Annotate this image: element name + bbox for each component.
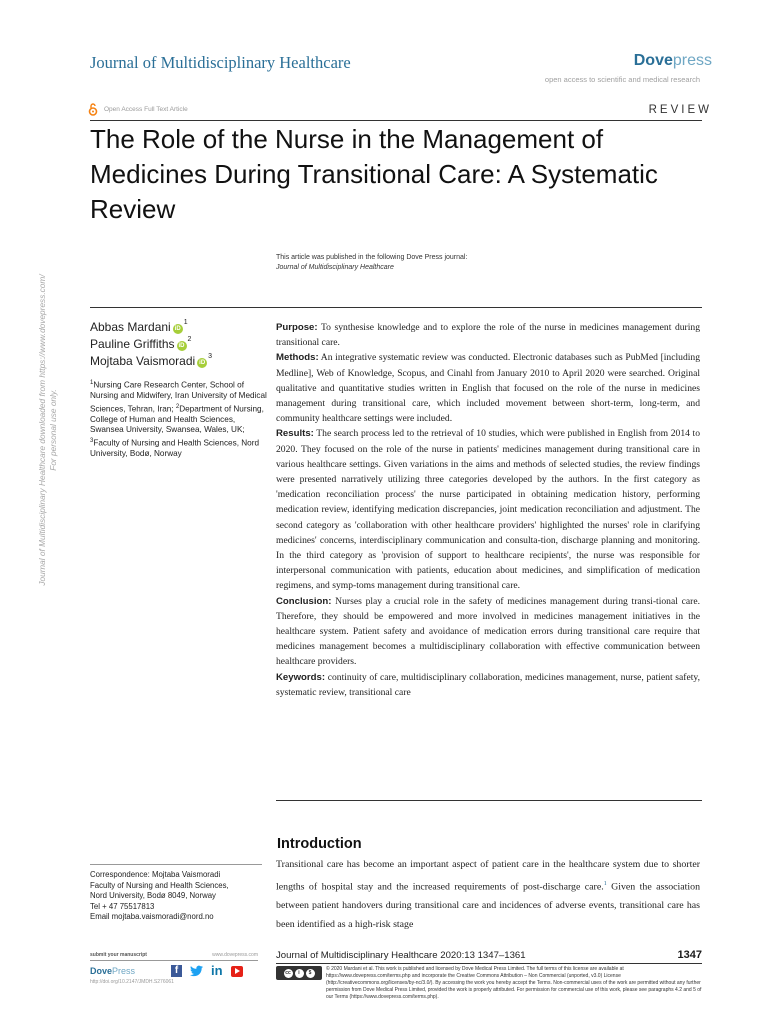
abstract-methods — [276, 350, 700, 426]
corr-line: Correspondence: Mojtaba Vaismoradi — [90, 870, 221, 879]
affiliation-number: 1 — [90, 380, 94, 386]
brand-light: press — [672, 52, 712, 69]
footer-journal-citation: Journal of Multidisciplinary Healthcare 2020:13 1347–1361 — [276, 950, 526, 961]
conclusion-text: Nurses play a crucial role in the safety of medicines management during transi-tional care. Therefore, they should be empowered and more involved in medicines management initiatives in the healthcare system. Patient safety and avoidance of medication errors during transitional care require that medicines management becomes a multidisciplinary collaboration with effective communication between healthcare providers. — [276, 595, 700, 668]
pub-note-journal[interactable]: Journal of Multidisciplinary Healthcare — [276, 264, 394, 271]
facebook-icon[interactable]: f — [171, 965, 182, 977]
corr-line: Nord University, Bodø 8049, Norway — [90, 891, 216, 901]
methods-label: Methods: — [276, 352, 319, 364]
author-name: Mojtaba Vaismoradi — [90, 354, 196, 368]
watermark-line: For personal use only. — [48, 389, 58, 471]
title-line: Review — [90, 194, 176, 224]
submit-manuscript-link[interactable] — [90, 952, 258, 961]
intro-paragraph: Given the association between patient handovers during transitional care and incidences of adverse events, transitional care has been identified as a high-risk stage — [276, 881, 701, 930]
corr-line: Tel + 47 75517813 — [90, 901, 155, 911]
results-label: Results: — [276, 428, 314, 440]
abstract-bottom-rule — [276, 800, 702, 801]
affiliations — [90, 378, 270, 459]
intro-paragraph: Transitional care has become an important aspect of patient care in the healthcare system due to shorter lengths of hospital stay and the increased requirements of post-discharge care. — [276, 859, 700, 893]
affiliation-text: Faculty of Nursing and Health Sciences, Nord University, Bodø, Norway — [90, 438, 259, 458]
open-access-icon — [88, 103, 98, 116]
pub-note-text: This article was published in the following Dove Press journal: — [276, 254, 468, 261]
methods-text: An integrative systematic review was conducted. Electronic databases such as PubMed [including Medline], Web of Knowledge, Scopus, and Cinahl from January 2010 to April 2020 were searched. Original qualitative and quantitative studies written in English that focused on the role of the nurse in medicines management during transitional care, which included movement between short-term, long-term, and community healthcare settings were included. — [276, 352, 700, 425]
brand-tagline: open access to scientific and medical research — [544, 75, 700, 84]
orcid-icon[interactable]: iD — [199, 359, 206, 366]
abstract-purpose — [276, 320, 700, 350]
corr-line: Faculty of Nursing and Health Sciences, — [90, 880, 229, 890]
title-line: Medicines During Transitional Care: A Systematic — [90, 159, 658, 189]
abstract-top-rule — [90, 307, 702, 308]
author-name: Abbas Mardani — [90, 320, 171, 334]
results-text: The search process led to the retrieval of 10 studies, which were published in English from 2014 to 2020. They focused on the role of the nurse in patients' medicines management during transitional care in various healthcare settings. Given variations in the aims and methods of selected studies, the review findings were presented narratively utilizing three categories developed by the authors. In the first category as 'medication reconciliation process' the nurse participated in obtaining medication history, performing medication review, identifying medication discrepancies, joint medication reconciliation and adjustment. The second category as 'collaboration with other healthcare providers' highlighted the nurses' role in clarifying medicines' concerns, interdisciplinary communication and consulta-tion, discharge planning and monitoring. In the third category as 'provision of support to healthcare recipients', the nurse was responsible for interpersonal communication with patients, education about medicines, and simplification of medication regimens, and symp-toms management during transitional care. — [276, 428, 700, 592]
affiliation-ref[interactable]: 1 — [183, 319, 188, 326]
author-list — [90, 319, 212, 370]
orcid-icon[interactable]: iD — [178, 342, 185, 349]
affiliation-text: Nursing Care Research Center, School of Nursing and Midwifery, Iran University of Medical Sciences, Tehran, Iran; — [90, 380, 267, 414]
introduction-text — [276, 856, 700, 934]
youtube-icon[interactable] — [231, 966, 243, 977]
twitter-icon[interactable] — [190, 965, 203, 977]
corr-email[interactable]: Email mojtaba.vaismoradi@nord.no — [90, 912, 214, 922]
affiliation-text: Department of Nursing, College of Human and Health Sciences, Swansea University, Swansea, Wales, UK; — [90, 404, 264, 435]
footer-brand-block — [90, 952, 258, 985]
brand-bold: Dove — [633, 52, 673, 69]
submit-label[interactable]: submit your manuscript — [90, 952, 147, 958]
affiliation-ref[interactable]: 3 — [208, 353, 213, 360]
footer-brand-row — [90, 965, 258, 977]
doi-link[interactable]: http://doi.org/10.2147/JMDH.S276061 — [90, 979, 174, 985]
reference-link[interactable]: 1 — [603, 880, 607, 887]
linkedin-icon[interactable]: in — [211, 963, 223, 978]
page-number: 1347 — [677, 949, 702, 961]
submit-url[interactable]: www.dovepress.com — [212, 952, 258, 958]
footer-dovepress-logo[interactable] — [90, 966, 135, 976]
dovepress-logo[interactable] — [634, 52, 712, 70]
keywords-text: continuity of care, multidisciplinary collaboration, medicines management, nurse, patient safety, systematic review, transitional care — [276, 671, 700, 698]
open-access-label — [88, 103, 188, 116]
abstract-keywords — [276, 670, 700, 700]
purpose-text: To synthesise knowledge and to explore the role of the nurse in medicines management during transitional care. — [276, 322, 700, 349]
author — [90, 353, 212, 370]
abstract-conclusion — [276, 594, 700, 670]
abstract-results — [276, 426, 700, 593]
purpose-label: Purpose: — [276, 322, 318, 333]
orcid-icon[interactable]: iD — [174, 325, 181, 332]
journal-name[interactable]: Journal of Multidisciplinary Healthcare — [90, 53, 351, 72]
affiliation-ref[interactable]: 2 — [187, 336, 192, 343]
footer-rule — [276, 963, 702, 964]
footer-brand-bold: Dove — [90, 966, 113, 976]
introduction-heading: Introduction — [277, 836, 362, 852]
article-type: REVIEW — [648, 104, 712, 116]
open-access-text: Open Access Full Text Article — [104, 106, 188, 113]
affiliation-number: 2 — [175, 403, 180, 410]
license-block — [276, 966, 702, 1001]
social-links — [171, 965, 243, 977]
correspondence-rule — [90, 864, 262, 865]
watermark-line: Journal of Multidisciplinary Healthcare downloaded from https://www.dovepress.com/ — [37, 274, 47, 586]
abstract — [276, 320, 700, 700]
correspondence — [90, 870, 280, 923]
keywords-label: Keywords: — [276, 671, 326, 683]
affiliation-number: 3 — [90, 437, 94, 444]
article-title — [90, 122, 710, 227]
header-rule — [90, 120, 702, 121]
conclusion-label: Conclusion: — [276, 595, 332, 607]
creative-commons-icon[interactable]: cc i $ — [276, 966, 322, 980]
publication-note — [276, 253, 467, 273]
download-watermark — [37, 240, 58, 620]
title-line: The Role of the Nurse in the Management of — [90, 124, 604, 154]
author — [90, 319, 212, 336]
footer-brand-light: Press — [112, 966, 136, 976]
license-text: © 2020 Mardani et al. This work is published and licensed by Dove Medical Press Limited. The full terms of this license are available at https://www.dovepress.com/terms.php and incorporate the Creative Commons Attribution – Non Commercial (unported, v3.0) License (http://creativecommons.org/licenses/by-nc/3.0/). By accessing the work you hereby accept the Terms. Non-commercial uses of the work are permitted without any further permission from Dove Medical Press Limited, provided the work is properly attributed. For permission for commercial use of this work, please see paragraphs 4.2 and 5 of our Terms (https://www.dovepress.com/terms.php). — [326, 966, 702, 1000]
author-name: Pauline Griffiths — [90, 337, 175, 351]
author — [90, 336, 212, 353]
